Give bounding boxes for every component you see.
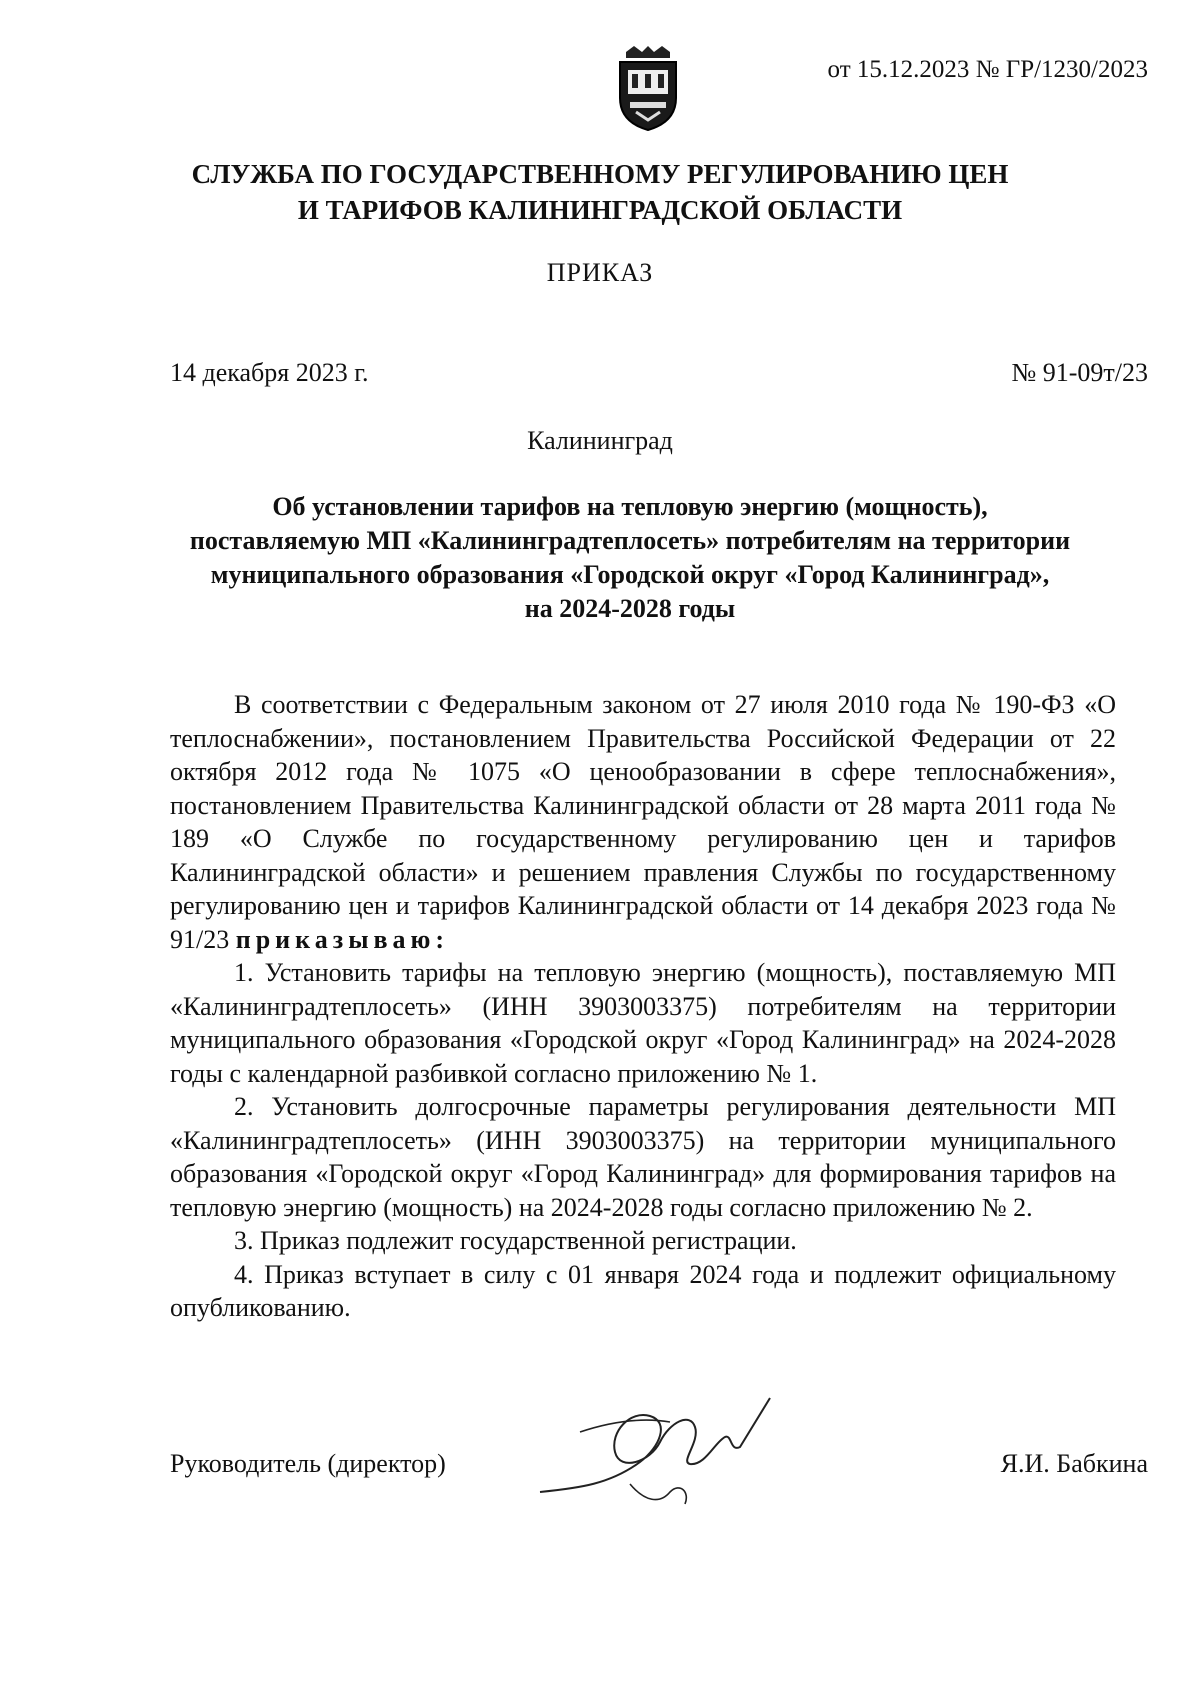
order-number: № 91-09т/23 — [1011, 358, 1148, 387]
preamble-paragraph — [170, 688, 1116, 956]
order-body — [170, 688, 1116, 1325]
preamble-text: В соответствии с Федеральным законом от 27 июля 2010 года № 190-ФЗ «О теплоснабжении», постановлением Правительства Российской Федерации от 22 октября 2012 года № 1075 «О ценообразовании в сфере теплоснабжения», постановлением Правительства Калининградской области от 28 марта 2011 года № 189 «О Службе по государственному регулированию цен и тарифов Калининградской области» и решением правления Службы по государственному регулированию цен и тарифов Калининградской области от 14 декабря 2023 года № 91/23 — [170, 690, 1116, 954]
agency-name-line: СЛУЖБА ПО ГОСУДАРСТВЕННОМУ РЕГУЛИРОВАНИЮ ЦЕН — [191, 159, 1009, 189]
subject-line: на 2024-2028 годы — [524, 594, 736, 623]
agency-name-line: И ТАРИФОВ КАЛИНИНГРАДСКОЙ ОБЛАСТИ — [297, 195, 903, 225]
signatory-name: Я.И. Бабкина — [1000, 1449, 1148, 1478]
handwritten-signature-icon — [520, 1392, 780, 1512]
order-item-2: 2. Установить долгосрочные параметры регулирования деятельности МП «Калининградтеплосеть» (ИНН 3903003375) на территории муниципального образования «Городской округ «Город Калининград» для формирования тарифов на тепловую энергию (мощность) на 2024-2028 годы согласно приложению № 2. — [170, 1092, 1116, 1222]
agency-name — [0, 156, 1200, 228]
order-item-4: 4. Приказ вступает в силу с 01 января 2024 года и подлежит официальному опубликованию. — [170, 1259, 1116, 1322]
orders-word: приказываю: — [235, 924, 450, 954]
registration-number: от 15.12.2023 № ГР/1230/2023 — [827, 56, 1148, 83]
order-item-1: 1. Установить тарифы на тепловую энергию (мощность), поставляемую МП «Калининградтеплосеть» (ИНН 3903003375) потребителям на территории муниципального образования «Городской округ «Город Калининград» на 2024-2028 годы с календарной разбивкой согласно приложению № 1. — [170, 958, 1116, 1088]
order-subject — [160, 490, 1100, 626]
subject-line: поставляемую МП «Калининградтеплосеть» потребителям на территории — [189, 526, 1071, 555]
document-type: ПРИКАЗ — [546, 258, 654, 287]
subject-line: муниципального образования «Городской округ «Город Калининград», — [210, 560, 1050, 589]
city-name: Калининград — [527, 426, 673, 455]
order-date: 14 декабря 2023 г. — [170, 358, 369, 387]
order-item-3: 3. Приказ подлежит государственной регистрации. — [234, 1226, 797, 1255]
signatory-title: Руководитель (директор) — [170, 1449, 446, 1478]
subject-line: Об установлении тарифов на тепловую энергию (мощность), — [272, 492, 988, 521]
coat-of-arms-icon — [612, 44, 684, 132]
